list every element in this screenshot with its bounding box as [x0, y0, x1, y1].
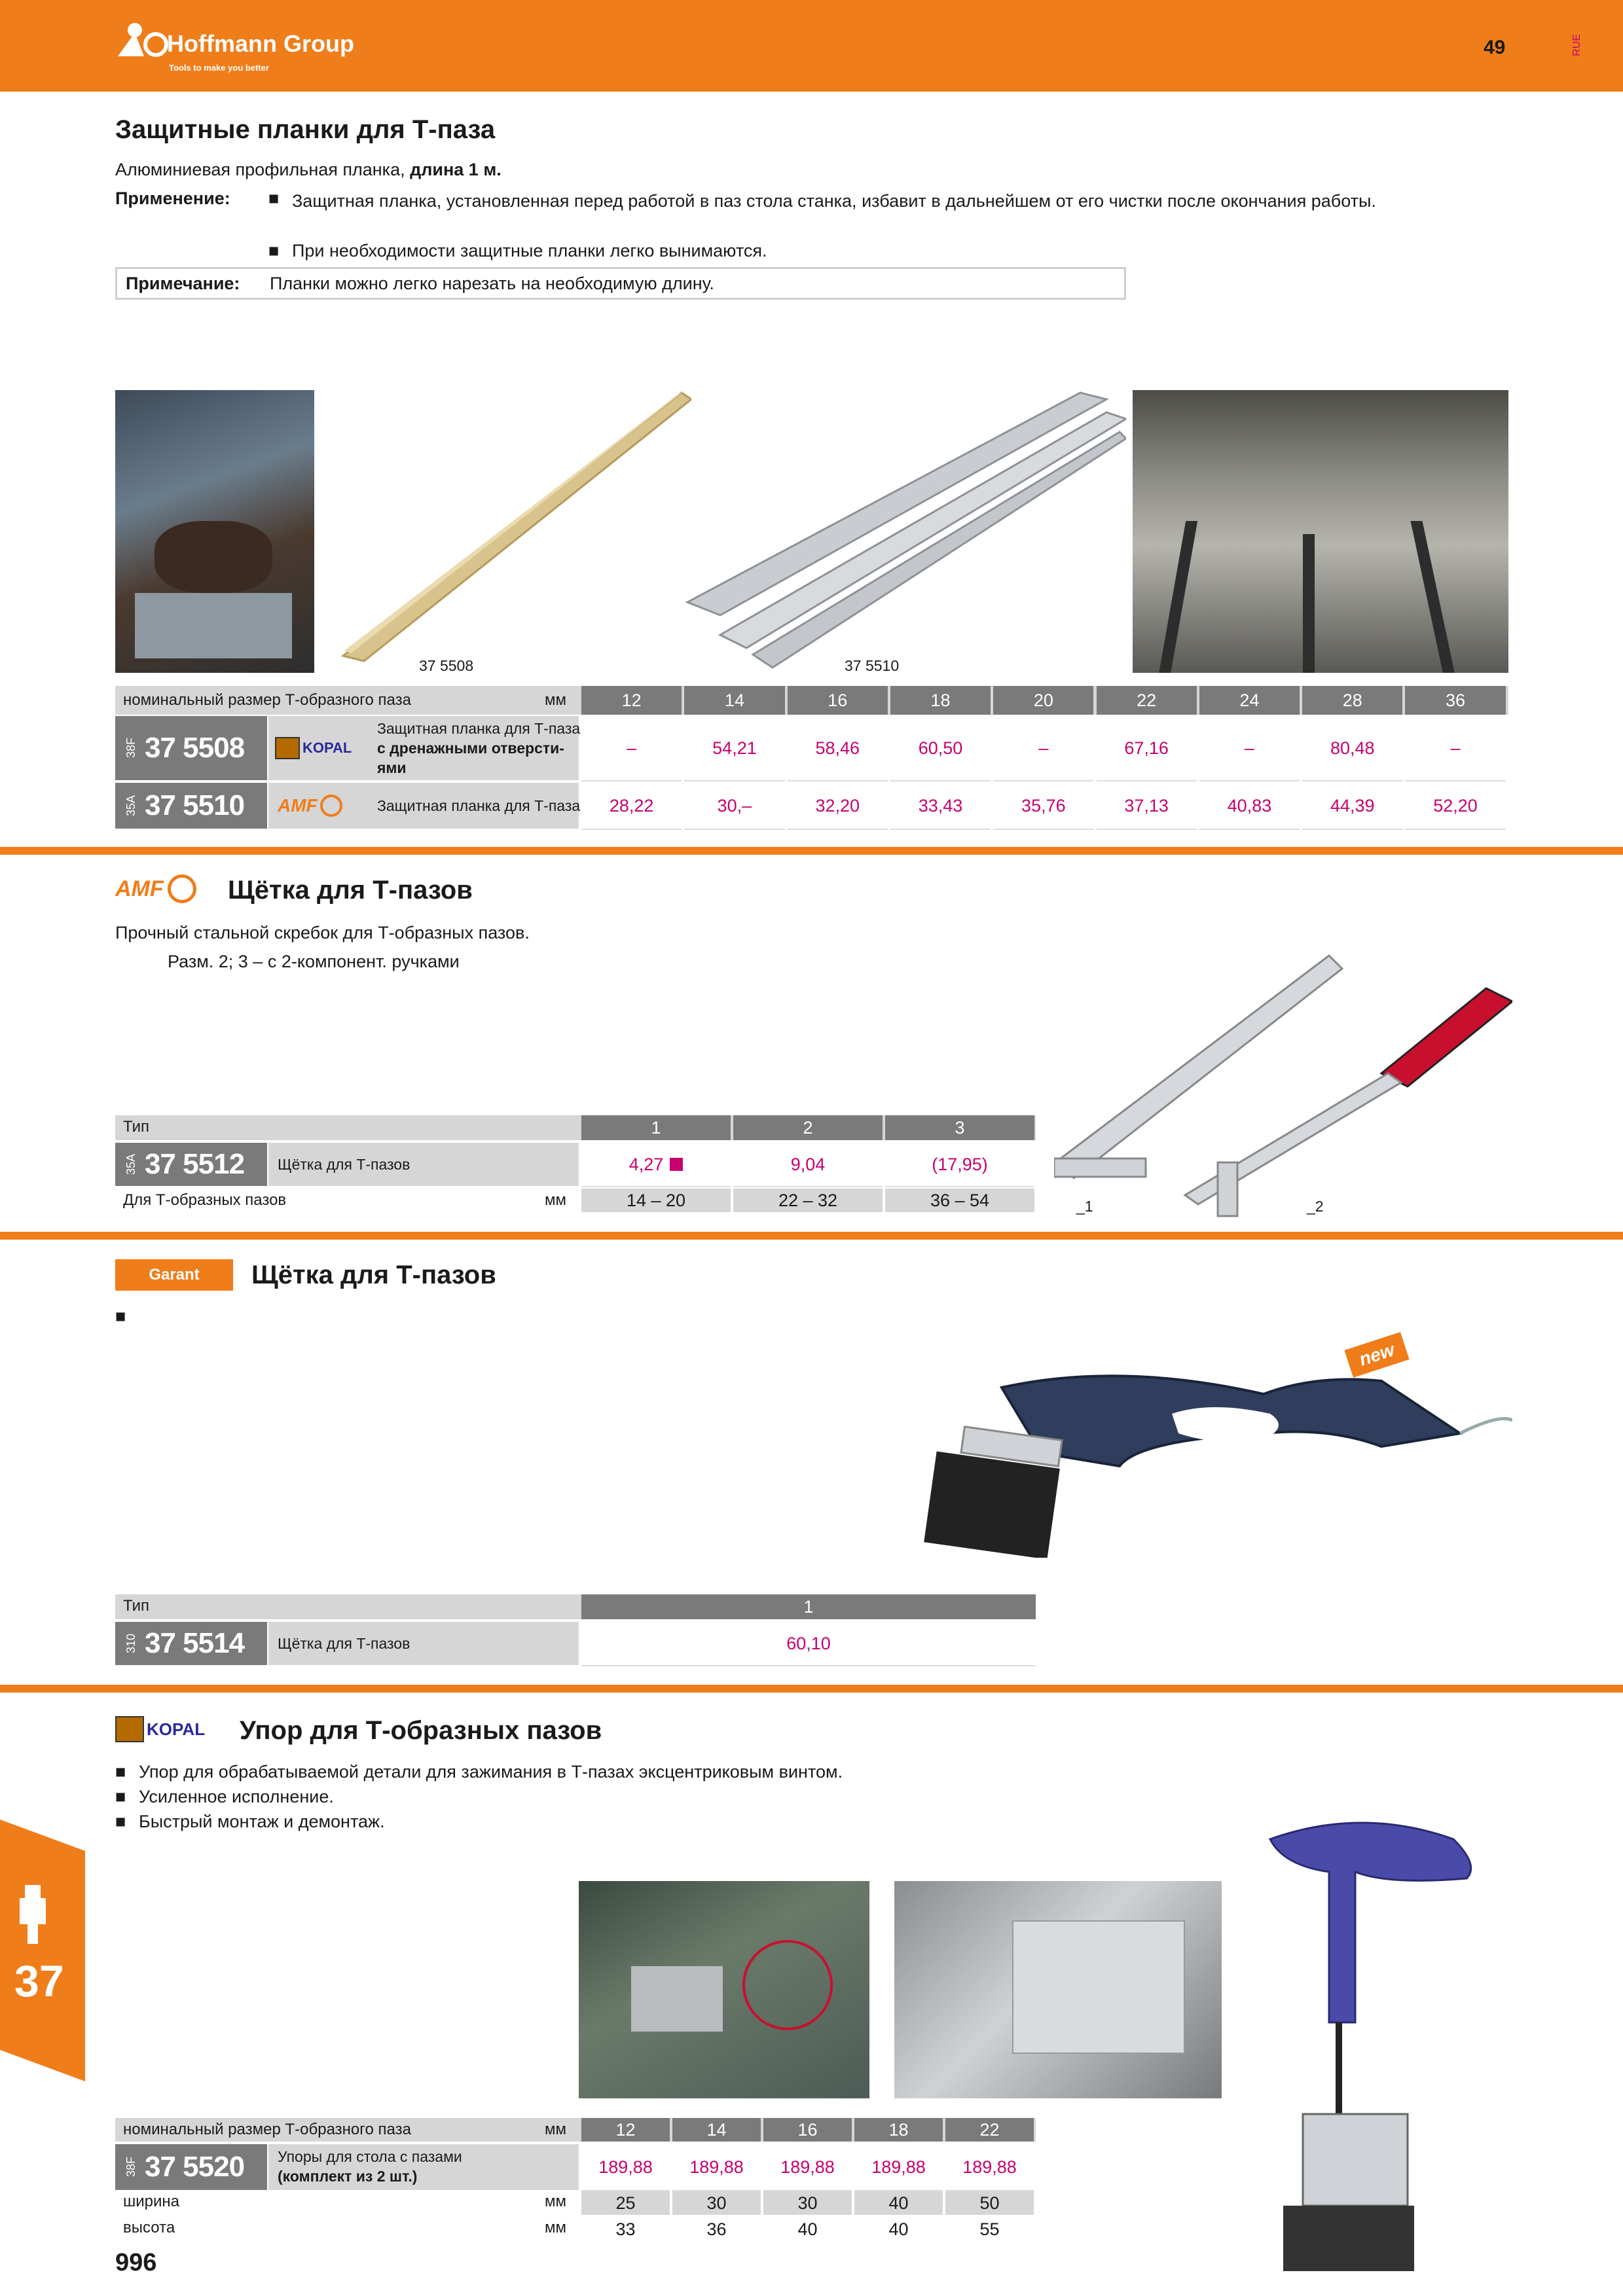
table4-size-1: 12 [581, 2118, 670, 2142]
section-divider-1 [0, 847, 1623, 855]
table3-number: 37 5514 [145, 1627, 245, 1659]
table1-row1-number: 37 5508 [145, 732, 245, 764]
table2-price-3: (17,95) [885, 1143, 1034, 1187]
section3-bullet: ■ [115, 1306, 126, 1326]
table4-height-4: 40 [888, 2219, 909, 2239]
table1-row2-price-8: 44,39 [1302, 783, 1402, 830]
table4-size-2: 14 [672, 2118, 761, 2142]
note-label: Примечание: [126, 274, 240, 293]
table1-row2-price-4: 33,43 [890, 783, 991, 830]
table2-group: 35A [124, 1153, 137, 1175]
kopal-brand-logo [115, 1716, 205, 1742]
section1-lead-regular: Алюминиевая профильная планка, [115, 160, 410, 179]
table2-type-3: 3 [885, 1115, 1034, 1140]
image-label-375510: 37 5510 [845, 657, 900, 674]
kopal-brand-logo-text: KOPAL [147, 1719, 206, 1739]
chapter-side-tab [0, 1820, 85, 2081]
t-slot-stop-image [1257, 1813, 1506, 2284]
table1-size-7: 24 [1199, 686, 1300, 715]
table1-row1-price-2: 54,21 [684, 716, 784, 781]
table1-row2-article [124, 783, 244, 829]
table3-desc: Щётка для Т-пазов [278, 1635, 410, 1652]
chapter-tool-icon [13, 1885, 52, 1944]
table4-group: 38F [124, 2157, 137, 2178]
table4-number: 37 5520 [145, 2151, 245, 2183]
brand-tagline: Tools to make you better [169, 63, 269, 73]
table4-width-4: 40 [854, 2191, 943, 2215]
section4-item-3: Быстрый монтаж и демонтаж. [139, 1812, 385, 1831]
table3-type-1: 1 [581, 1594, 1036, 1619]
table1-size-1: 12 [581, 686, 682, 715]
table4-width-3: 30 [763, 2191, 852, 2215]
table1-row1-article [124, 716, 244, 780]
section4-bullet-2: ■ [115, 1787, 126, 1806]
table4-desc [278, 2147, 462, 2186]
table4-size-3: 16 [763, 2118, 852, 2142]
table4-unit: мм [545, 2121, 566, 2138]
t-slot-scraper-image [1054, 942, 1512, 1217]
table4-size-5: 22 [945, 2118, 1034, 2142]
garant-brush-image [923, 1335, 1512, 1558]
table3-price-1: 60,10 [581, 1622, 1036, 1666]
table1-size-8: 28 [1302, 686, 1402, 715]
table3-group: 310 [124, 1633, 137, 1654]
section4-bullet-1: ■ [115, 1762, 126, 1782]
machining-photo [115, 390, 314, 673]
table1-row2-desc: Защитная планка для Т-паза [377, 797, 581, 814]
section-divider-3 [0, 1685, 1623, 1693]
table1-row2-number: 37 5510 [145, 789, 245, 821]
table1-row1-price-8: 80,48 [1302, 716, 1402, 781]
table2-slot-label: Для Т-образных пазов [123, 1191, 287, 1209]
table4-desc-line2: (комплект из 2 шт.) [278, 2168, 418, 2185]
usage-label: Применение: [115, 188, 230, 208]
amf-brand-logo-text: AMF [115, 876, 164, 901]
table3-article [124, 1622, 244, 1665]
amf-logo-icon [278, 795, 342, 817]
section1-lead-bold: длина 1 м. [410, 160, 501, 179]
stop-closeup-photo [894, 1881, 1222, 2098]
stop-on-machine-photo [579, 1881, 869, 2098]
section2-desc2: Разм. 2; 3 – с 2-компонент. ручками [168, 952, 460, 971]
usage-item-2: При необходимости защитные планки легко вынимаются. [292, 241, 767, 260]
table4-desc-line1: Упоры для стола с пазами [278, 2148, 462, 2165]
table4-width-unit: мм [545, 2193, 566, 2210]
section4-item-1: Упор для обрабатываемой детали для зажимания в Т-пазах эксцентриковым винтом. [139, 1762, 843, 1782]
table1-header-label: номинальный размер Т-образного паза [123, 691, 411, 709]
table1-size-4: 18 [890, 686, 991, 715]
usage-bullet-2: ■ [268, 241, 280, 260]
table4-width-1: 25 [581, 2191, 670, 2215]
table2-number: 37 5512 [145, 1148, 245, 1180]
kopal-logo-icon [275, 737, 364, 759]
image-label-1: _1 [1076, 1198, 1093, 1215]
table4-header-label: номинальный размер Т-образного паза [123, 2121, 411, 2138]
table2-slot-3: 36 – 54 [885, 1189, 1034, 1212]
table1-size-5: 20 [993, 686, 1093, 715]
table2-slot-1: 14 – 20 [581, 1189, 731, 1212]
section3-title: Щётка для Т-пазов [251, 1261, 496, 1289]
table2-price-1: 4,27 [581, 1143, 731, 1187]
table1-row2-price-3: 32,20 [788, 783, 888, 830]
usage-item-1: Защитная планка, установленная перед работой в паз стола станка, избавит в дальнейшем от его чистки после окончания работы. [292, 191, 1376, 211]
table1-row1-price-6: 67,16 [1097, 716, 1197, 781]
table1-row1-price-7: – [1199, 716, 1300, 781]
new-price-marker-icon [670, 1158, 683, 1171]
section-divider-2 [0, 1232, 1623, 1240]
garant-logo [115, 1259, 233, 1291]
table1-row1-price-1: – [581, 716, 682, 781]
brand-name: Hoffmann Group [167, 30, 354, 57]
section2-title: Щётка для Т-пазов [228, 876, 473, 905]
table1-row1-desc-line1: Защитная планка для Т-паза [377, 720, 581, 737]
table4-height-3: 40 [797, 2219, 818, 2239]
table2-type-1: 1 [581, 1115, 731, 1140]
table2-slot-2: 22 – 32 [733, 1189, 883, 1212]
usage-bullet-1: ■ [268, 188, 280, 208]
section1-title: Защитные планки для Т-паза [115, 115, 496, 144]
table4-width-label: ширина [123, 2193, 180, 2210]
table1-size-9: 36 [1405, 686, 1505, 715]
table2-unit: мм [545, 1191, 566, 1209]
table4-height-1: 33 [615, 2219, 636, 2239]
section4-title: Упор для Т-образных пазов [240, 1716, 602, 1745]
table1-row1-price-3: 58,46 [788, 716, 888, 781]
table3-type-label: Тип [123, 1597, 150, 1615]
kopal-logo-text: KOPAL [302, 740, 352, 756]
section4-item-2: Усиленное исполнение. [139, 1787, 334, 1806]
kopal-rail-image [325, 386, 691, 668]
page-number-bottom: 996 [115, 2249, 157, 2276]
table2-type-2: 2 [733, 1115, 883, 1140]
table1-row1-price-4: 60,50 [890, 716, 991, 781]
table1-row2-price-5: 35,76 [993, 783, 1093, 830]
table1-row1-price-9: – [1405, 716, 1505, 781]
table4-price-2: 189,88 [672, 2144, 761, 2191]
table4-price-1: 189,88 [581, 2144, 670, 2191]
table1-row2-price-9: 52,20 [1405, 783, 1505, 830]
table1-row1-desc-line3: ями [377, 759, 407, 776]
language-code: RUE [1571, 34, 1582, 56]
table4-height-unit: мм [545, 2219, 566, 2236]
table4-price-3: 189,88 [763, 2144, 852, 2191]
hoffmann-logo [115, 18, 174, 59]
table4-article [124, 2144, 244, 2190]
table1-size-3: 16 [788, 686, 888, 715]
table4-width-5: 50 [945, 2191, 1034, 2215]
table4-height-5: 55 [979, 2219, 1000, 2239]
table4-size-4: 18 [854, 2118, 943, 2142]
table1-size-6: 22 [1097, 686, 1197, 715]
table1-row1-group: 38F [124, 738, 137, 759]
hoffmann-logo-icon [115, 18, 174, 59]
image-label-2: _2 [1307, 1198, 1324, 1215]
table1-row2-price-2: 30,– [684, 783, 784, 830]
note-text: Планки можно легко нарезать на необходимую длину. [270, 274, 714, 293]
amf-brand-logo [115, 874, 196, 903]
page-number-top: 49 [1484, 37, 1506, 58]
table4-price-5: 189,88 [945, 2144, 1034, 2191]
chapter-number: 37 [14, 1956, 64, 2006]
table1-row1-desc-line2: с дренажными отверсти- [377, 740, 564, 757]
chips-on-table-photo [1133, 390, 1508, 673]
image-label-375508: 37 5508 [419, 657, 474, 674]
table1-row1-price-5: – [993, 716, 1093, 781]
section1-lead [115, 160, 501, 180]
table1-row2-price-1: 28,22 [581, 783, 682, 830]
table4-price-4: 189,88 [854, 2144, 943, 2191]
table2-desc: Щётка для Т-пазов [278, 1156, 410, 1173]
amf-logo-text: AMF [278, 795, 318, 816]
table1-row2-price-7: 40,83 [1199, 783, 1300, 830]
section4-bullet-3: ■ [115, 1812, 126, 1831]
table1-row1-desc [377, 719, 580, 778]
table1-size-2: 14 [684, 686, 784, 715]
table4-height-2: 36 [706, 2219, 727, 2239]
section2-desc: Прочный стальной скребок для Т-образных пазов. [115, 923, 530, 942]
table2-type-label: Тип [123, 1118, 150, 1136]
table1-row2-price-6: 37,13 [1097, 783, 1197, 830]
table1-unit: мм [545, 691, 566, 709]
table4-width-2: 30 [672, 2191, 761, 2215]
table1-row2-group: 35A [124, 795, 137, 817]
garant-logo-text: Garant [149, 1266, 200, 1283]
table4-height-label: высота [123, 2219, 175, 2236]
new-badge-text: new [1357, 1339, 1397, 1370]
table2-article [124, 1143, 244, 1186]
table2-price-2: 9,04 [733, 1143, 883, 1187]
amf-rail-image [674, 386, 1126, 672]
